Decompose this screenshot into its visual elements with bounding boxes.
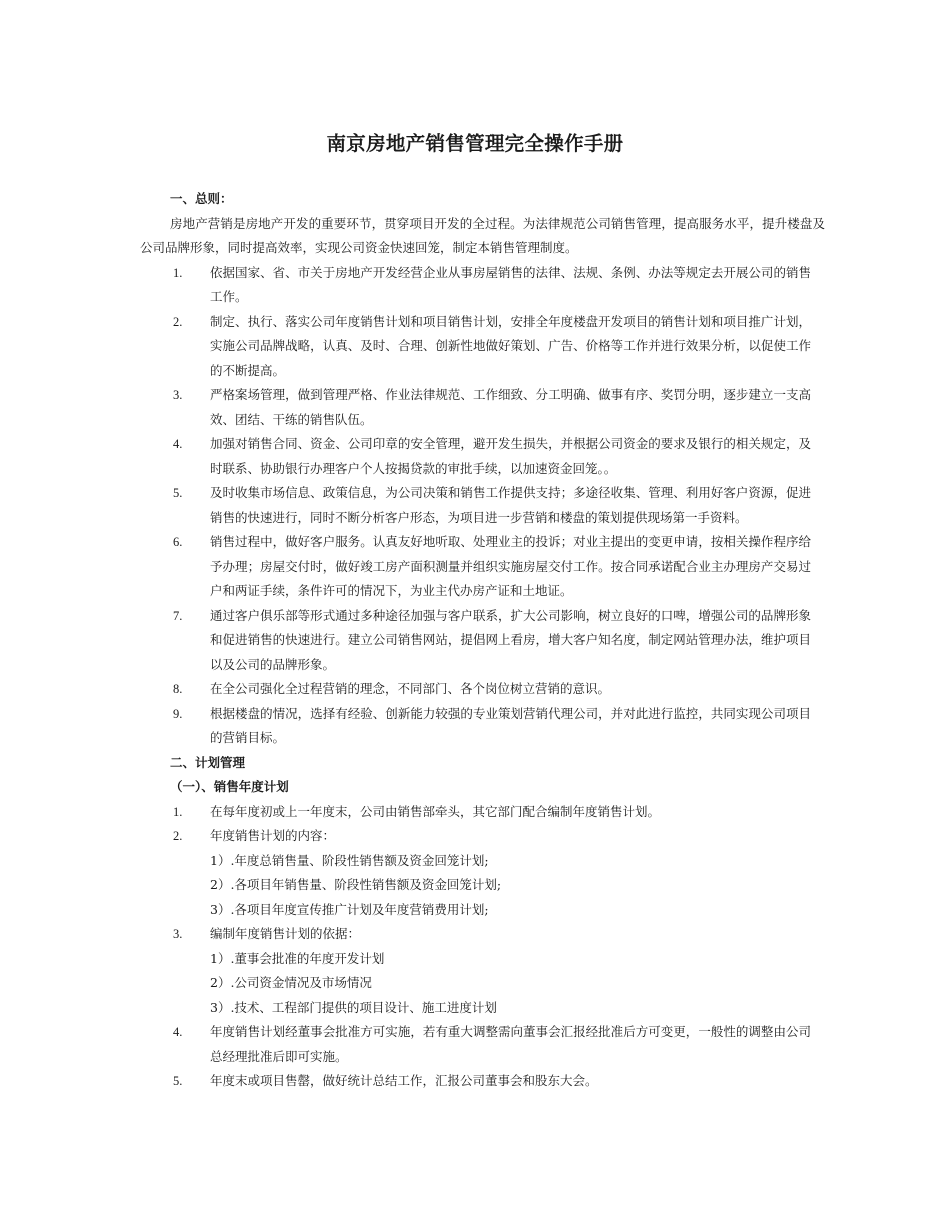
list-item-text: 编制年度销售计划的依据： <box>210 926 361 941</box>
list-item-number: 9. <box>173 706 183 721</box>
list-item-number: 8. <box>173 682 183 696</box>
subsection-heading-annual-plan: （一）、销售年度计划 <box>170 779 289 794</box>
list-item-number: 2. <box>173 829 183 843</box>
list-item-number: 1. <box>173 265 183 280</box>
list-item <box>140 383 825 432</box>
list-item-text: 在全公司强化全过程营销的理念，不同部门、各个岗位树立营销的意识。 <box>210 681 611 696</box>
list-item-number: 5. <box>173 1074 183 1088</box>
list-item-text: 制定、执行、落实公司年度销售计划和项目销售计划，安排全年度楼盘开发项目的销售计划和项目推广计划，实施公司品牌战略，认真、及时、合理、创新性地做好策划、广告、价格等工作并进行效果分析，以促使工作的不断提高。 <box>210 313 811 378</box>
list-item-number: 2. <box>173 314 183 329</box>
list-item-text: 根据楼盘的情况，选择有经验、创新能力较强的专业策划营销代理公司，并对此进行监控，共同实现公司项目的营销目标。 <box>210 705 811 745</box>
sub-list-item: 3）.技术、工程部门提供的项目设计、施工进度计划 <box>210 999 497 1015</box>
list-item <box>140 310 825 384</box>
sub-list-item: 1）.董事会批准的年度开发计划 <box>210 950 385 966</box>
sub-list-item: 2）.各项目年销售量、阶段性销售额及资金回笼计划; <box>210 877 502 892</box>
list-item-text: 通过客户俱乐部等形式通过多种途径加强与客户联系，扩大公司影响，树立良好的口啤，增强公司的品牌形象和促进销售的快速进行。建立公司销售网站，提倡网上看房，增大客户知名度，制定网站管理办法，维护项目以及公司的品牌形象。 <box>210 607 811 672</box>
list-item-text: 在每年度初或上一年度末，公司由销售部牵头，其它部门配合编制年度销售计划。 <box>210 803 661 819</box>
list-item <box>140 677 825 702</box>
sub-list <box>210 849 811 923</box>
list-item <box>140 1020 825 1069</box>
list-item-text: 及时收集市场信息、政策信息，为公司决策和销售工作提供支持；多途径收集、管理、利用好客户资源，促进销售的快速进行，同时不断分析客户形态，为项目进一步营销和楼盘的策划提供现场第一手资料。 <box>210 485 811 525</box>
list-item-text: 年度销售计划经董事会批准方可实施，若有重大调整需向董事会汇报经批准后方可变更，一般性的调整由公司总经理批准后即可实施。 <box>210 1024 811 1064</box>
list-item-number: 5. <box>173 486 183 500</box>
list-item-text: 年度末或项目售罄，做好统计总结工作，汇报公司董事会和股东大会。 <box>210 1073 598 1088</box>
list-item <box>140 824 825 922</box>
general-rules-list <box>140 261 825 751</box>
list-item-text: 加强对销售合同、资金、公司印章的安全管理，避开发生损失，并根据公司资金的要求及银行的相关规定，及时联系、协助银行办理客户个人按揭贷款的审批手续，以加速资金回笼。。 <box>210 436 811 476</box>
list-item <box>140 1069 825 1094</box>
annual-plan-list <box>140 800 825 1094</box>
sub-list-item: 2）.公司资金情况及市场情况 <box>210 975 372 990</box>
list-item <box>140 530 825 604</box>
list-item <box>140 261 825 310</box>
list-item-number: 4. <box>173 437 183 451</box>
document-title: 南京房地产销售管理完全操作手册 <box>326 132 624 155</box>
list-item-number: 6. <box>173 535 183 549</box>
list-item-number: 1. <box>173 804 183 819</box>
list-item <box>140 702 825 751</box>
document-body <box>140 187 825 1094</box>
list-item <box>140 481 825 530</box>
list-item <box>140 604 825 678</box>
list-item-number: 3. <box>173 388 183 402</box>
section-heading-general: 一、总则： <box>170 191 233 206</box>
list-item <box>140 922 825 1020</box>
list-item-number: 7. <box>173 608 183 623</box>
list-item <box>140 800 825 825</box>
list-item-text: 严格案场管理，做到管理严格、作业法律规范、工作细致、分工明确、做事有序、奖罚分明，逐步建立一支高效、团结、干练的销售队伍。 <box>210 387 811 427</box>
list-item <box>140 432 825 481</box>
intro-paragraph: 房地产营销是房地产开发的重要环节，贯穿项目开发的全过程。为法律规范公司销售管理，提高服务水平，提升楼盘及公司品牌形象，同时提高效率，实现公司资金快速回笼，制定本销售管理制度。 <box>140 215 825 255</box>
section-heading-plan: 二、计划管理 <box>170 754 246 770</box>
sub-list-item: 1）.年度总销售量、阶段性销售额及资金回笼计划; <box>210 852 489 868</box>
sub-list <box>210 947 811 1021</box>
list-item-text: 年度销售计划的内容： <box>210 828 336 843</box>
list-item-number: 3. <box>173 927 183 941</box>
list-item-text: 依据国家、省、市关于房地产开发经营企业从事房屋销售的法律、法规、条例、办法等规定去开展公司的销售工作。 <box>210 264 811 304</box>
list-item-number: 4. <box>173 1025 183 1039</box>
list-item-text: 销售过程中，做好客户服务。认真友好地听取、处理业主的投诉；对业主提出的变更申请，按相关操作程序给予办理；房屋交付时，做好竣工房产面积测量并组织实施房屋交付工作。按合同承诺配合业主办理房产交易过户和两证手续，条件许可的情况下，为业主代办房产证和土地证。 <box>210 534 811 598</box>
sub-list-item: 3）.各项目年度宣传推广计划及年度营销费用计划; <box>210 901 489 917</box>
